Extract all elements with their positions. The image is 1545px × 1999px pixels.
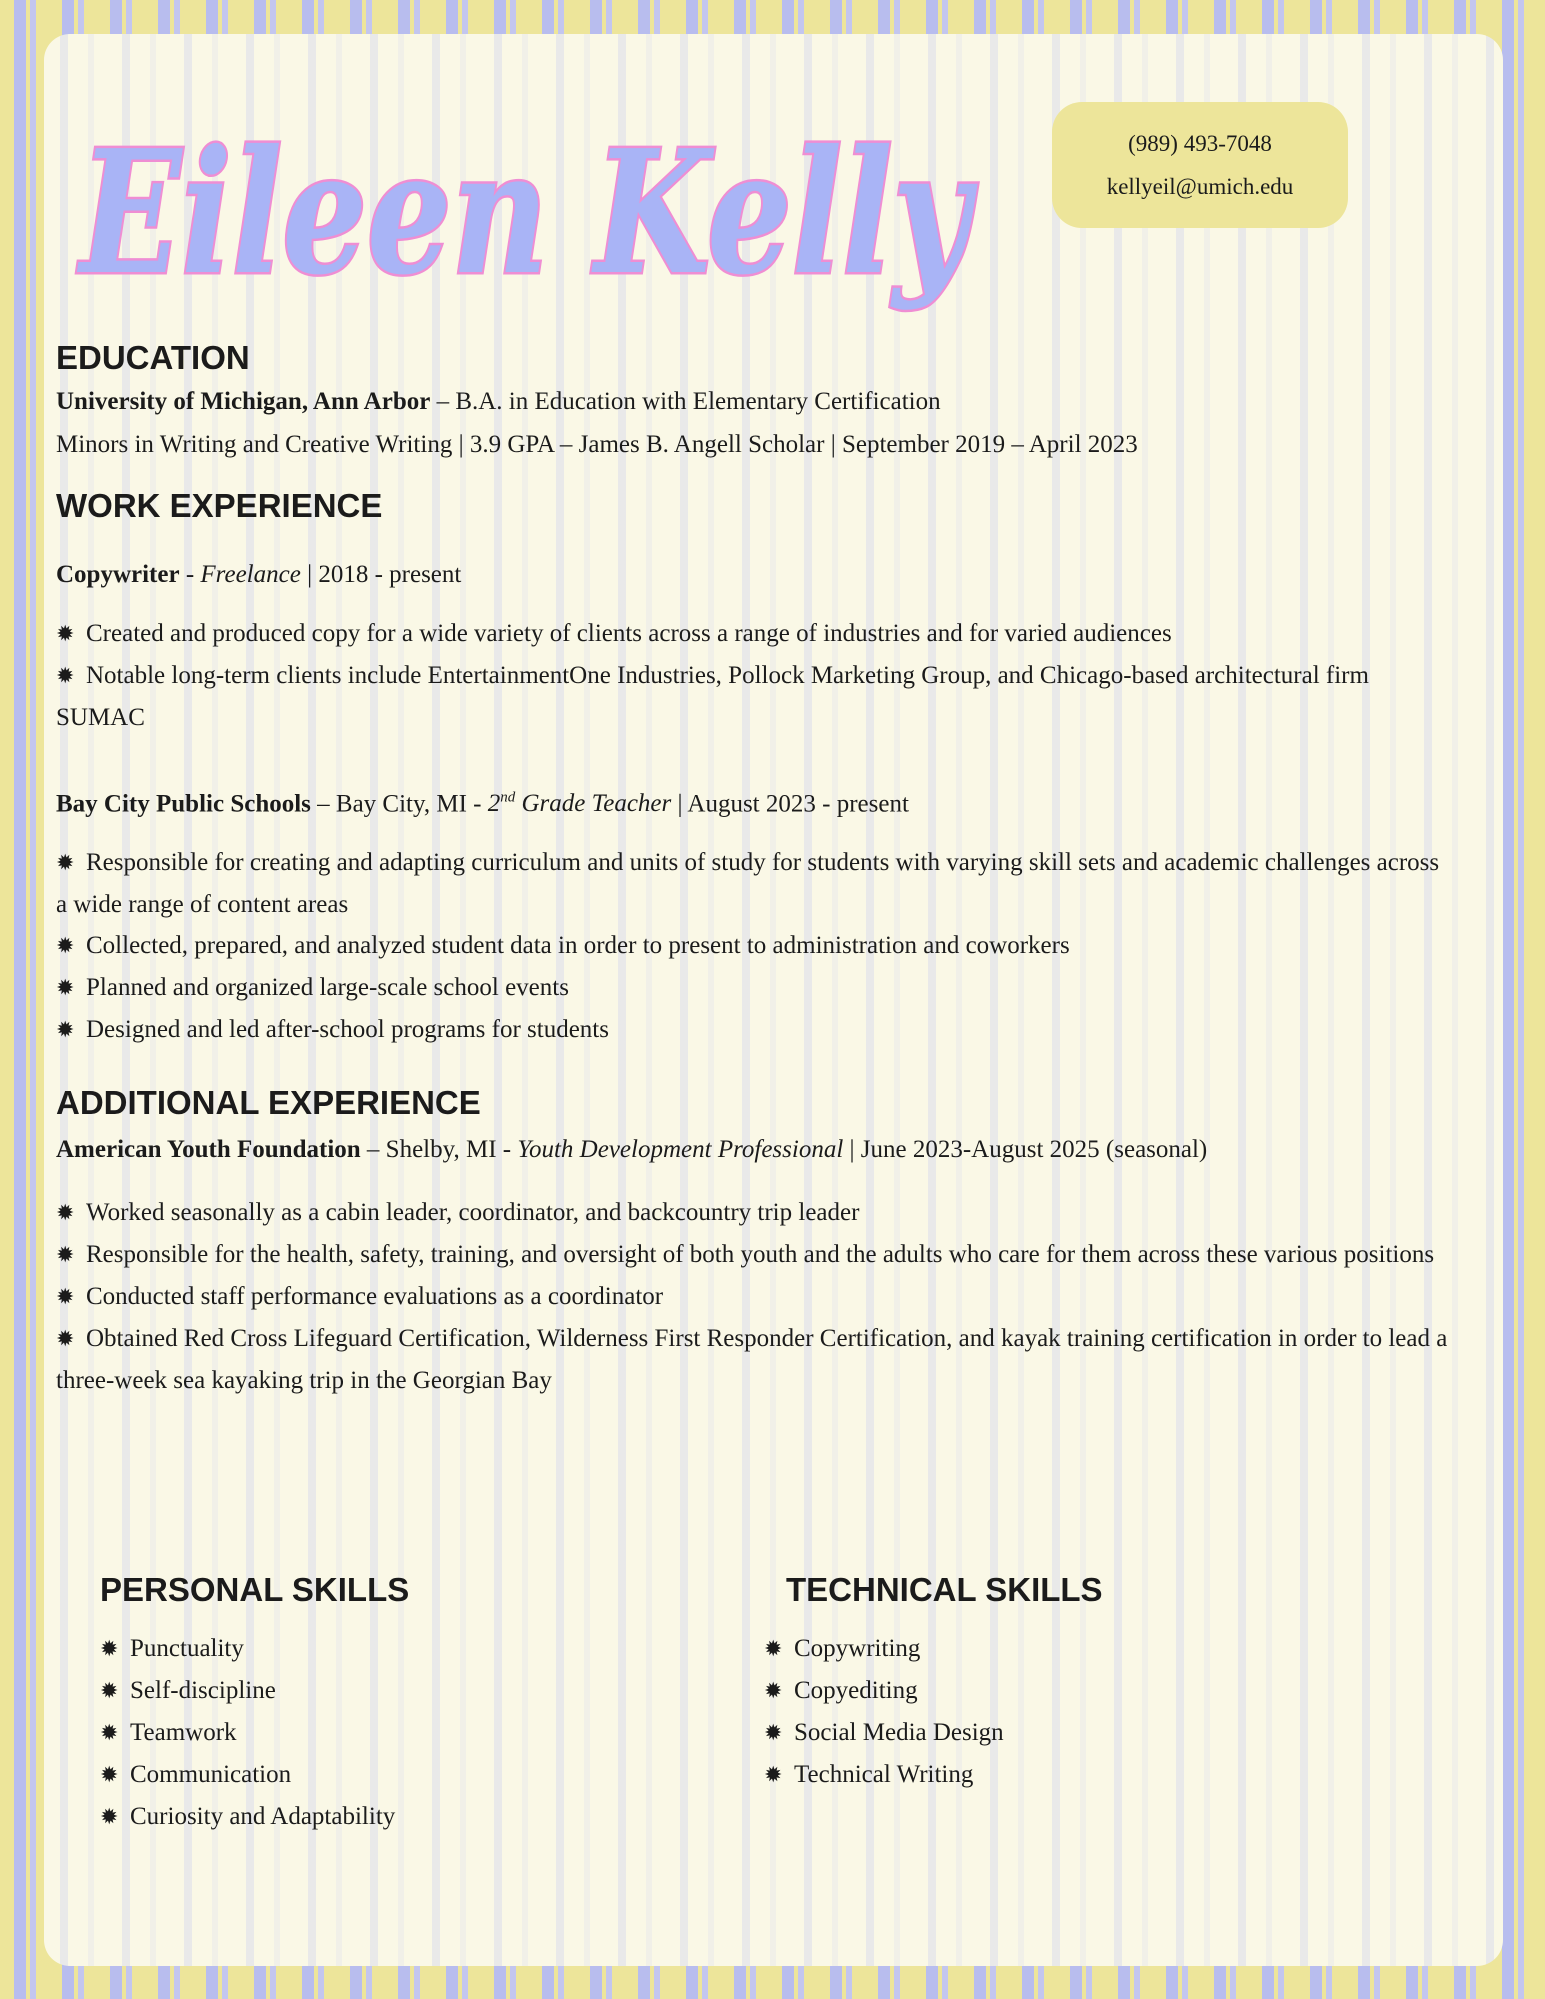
job-dates: | August 2023 - present [671, 790, 909, 818]
work-experience-section [56, 484, 1456, 1051]
list-item: ✹ Technical Writing [764, 1754, 1103, 1796]
resume-content [56, 336, 1456, 1401]
education-degree-line [56, 380, 1456, 423]
section-title-personal-skills: PERSONAL SKILLS [100, 1571, 410, 1608]
list-item: ✹ Copywriting [764, 1628, 1103, 1670]
list-item: ✹ Collected, prepared, and analyzed student data in order to present to administration and coworkers [56, 925, 1456, 967]
location: – Shelby, MI - [360, 1136, 518, 1164]
list-item: ✹ Created and produced copy for a wide variety of clients across a range of industries and for varied audiences [56, 613, 1456, 655]
separator: - [179, 561, 201, 588]
job-role: Copywriter [56, 561, 180, 588]
list-item: ✹ Obtained Red Cross Lifeguard Certification, Wilderness First Responder Certification, and kayak training certification in order to lead a three-week sea kayaking trip in the Georgian Bay [56, 1318, 1456, 1401]
list-item: ✹ Responsible for the health, safety, training, and oversight of both youth and the adults who care for them across these various positions [56, 1234, 1456, 1276]
name-text: Eileen Kelly [76, 113, 978, 313]
grade-ordinal: nd [500, 790, 516, 806]
grade-number: 2 [487, 790, 501, 818]
personal-skills-list [100, 1628, 409, 1838]
list-item: ✹ Curiosity and Adaptability [100, 1796, 409, 1838]
job-role [488, 790, 672, 817]
section-title-additional: ADDITIONAL EXPERIENCE [56, 1084, 481, 1122]
section-title-technical-skills: TECHNICAL SKILLS [786, 1571, 1103, 1608]
list-item: ✹ Teamwork [100, 1712, 409, 1754]
education-section [56, 336, 1456, 466]
job-dates: | 2018 - present [300, 561, 462, 588]
job-header-teacher [56, 778, 1456, 824]
section-title-education: EDUCATION [56, 339, 250, 376]
technical-skills-list [764, 1628, 1103, 1796]
job-org: Bay City Public Schools [56, 790, 311, 818]
school-name: University of Michigan, Ann Arbor [56, 388, 431, 415]
list-item: ✹ Copyediting [764, 1670, 1103, 1712]
additional-experience-section [56, 1081, 1456, 1401]
additional-bullets [56, 1192, 1456, 1401]
list-item: ✹ Worked seasonally as a cabin leader, coordinator, and backcountry trip leader [56, 1192, 1456, 1234]
list-item: ✹ Notable long-term clients include EntertainmentOne Industries, Pollock Marketing Group, and Chicago-based architectural firm SUMAC [56, 655, 1456, 738]
degree: – B.A. in Education with Elementary Certification [430, 388, 941, 415]
list-item: ✹ Social Media Design [764, 1712, 1103, 1754]
phone-number[interactable]: (989) 493-7048 [1128, 131, 1272, 156]
job2-bullets [56, 842, 1456, 1051]
name-heading [70, 80, 1010, 360]
technical-skills-column [764, 1568, 1103, 1796]
dates: | June 2023-August 2025 (seasonal) [843, 1136, 1208, 1164]
education-details: Minors in Writing and Creative Writing | 3.9 GPA – James B. Angell Scholar | September 2019 – April 2023 [56, 431, 1138, 458]
job-org: Freelance [200, 561, 301, 588]
role: Youth Development Professional [517, 1136, 844, 1164]
list-item: ✹ Communication [100, 1754, 409, 1796]
job1-bullets [56, 613, 1456, 738]
list-item: ✹ Planned and organized large-scale school events [56, 967, 1456, 1009]
section-title-work: WORK EXPERIENCE [56, 487, 383, 524]
contact-box [1052, 102, 1348, 228]
job-location: – Bay City, MI - [310, 790, 488, 818]
list-item: ✹ Responsible for creating and adapting curriculum and units of study for students with varying skill sets and academic challenges across a wide range of content areas [56, 842, 1456, 925]
list-item: ✹ Self-discipline [100, 1670, 409, 1712]
grade-role: Grade Teacher [515, 790, 672, 818]
list-item: ✹ Punctuality [100, 1628, 409, 1670]
personal-skills-column [100, 1568, 409, 1838]
list-item: ✹ Conducted staff performance evaluations as a coordinator [56, 1276, 1456, 1318]
email-address[interactable]: kellyeil@umich.edu [1106, 174, 1294, 199]
additional-header [56, 1129, 1456, 1170]
job-header-copywriter [56, 554, 1456, 595]
list-item: ✹ Designed and led after-school programs for students [56, 1009, 1456, 1051]
org-name: American Youth Foundation [56, 1136, 361, 1164]
